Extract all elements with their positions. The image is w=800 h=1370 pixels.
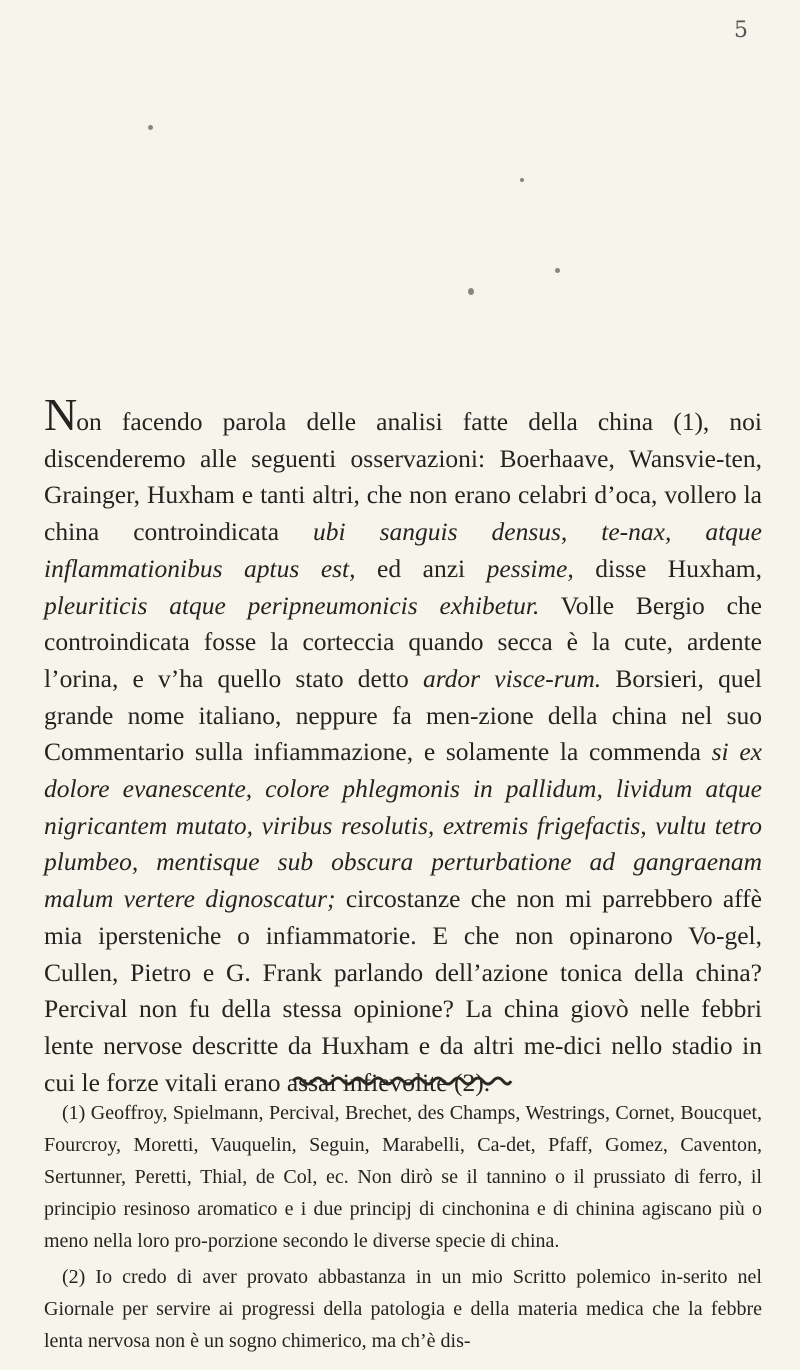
drop-cap: N <box>44 389 77 440</box>
text-run: ed anzi <box>355 553 487 583</box>
ink-speck <box>555 268 560 273</box>
latin-quote: si ex dolore evanescente, colore phlegmonis in pallidum, lividum atque nigricantem mutato, viribus resolutis, extremis frigefactis, vultu tetro plumbeo, mentisque sub obscura perturbatione ad gangraenam malum vertere dignoscatur; <box>44 737 762 914</box>
ink-speck <box>520 178 524 182</box>
page-number: 5 <box>734 18 748 43</box>
text-run: Borsieri, quel grande nome italiano, neppure fa men-zione della china nel suo Commentario sulla infiammazione, e solamente la commenda <box>44 663 762 767</box>
ink-speck <box>468 288 474 295</box>
footnotes <box>44 1097 762 1357</box>
ink-speck <box>148 125 153 130</box>
latin-quote: ardor visce-rum. <box>422 663 602 693</box>
footnote-1: (1) Geoffroy, Spielmann, Percival, Brechet, des Champs, Westrings, Cornet, Boucquet, Fourcroy, Moretti, Vauquelin, Seguin, Marabelli, Ca-det, Pfaff, Gomez, Caventon, Sertunner, Peretti, Thial, de Col, ec. Non dirò se il tannino o il prussiato di ferro, il principio resinoso aromatico e i due principj di cinchonina e di chinina agiscano più o meno nella loro pro-porzione secondo le diverse specie di china. <box>44 1102 762 1252</box>
text-run: on facendo parola delle analisi fatte della china (1), noi discenderemo alle seguenti osservazioni: Boerhaave, Wansvie-ten, Grainger, Huxham e tanti altri, che non erano celabri d’oca, vollero la china controindicata <box>44 407 762 547</box>
latin-quote: pessime, <box>486 553 574 583</box>
text-run: Volle Bergio che controindicata fosse la corteccia quando secca è la cute, ardente l’orina, e v’ha quello stato detto <box>44 590 762 693</box>
footnote-2: (2) Io credo di aver provato abbastanza in un mio Scritto polemico in-serito nel Giornale per servire ai progressi della patologia e della materia medica che la febbre lenta nervosa non è un sogno chimerico, ma ch’è dis- <box>44 1266 762 1352</box>
ornamental-separator <box>291 1075 513 1087</box>
text-run: disse Huxham, <box>573 553 762 583</box>
latin-quote: ubi sanguis densus, te-nax, atque inflammationibus aptus est, <box>44 517 762 583</box>
latin-quote: pleuriticis atque peripneumonicis exhibetur. <box>44 590 540 620</box>
text-run: circostanze che non mi parrebbero affè mia ipersteniche o infiammatorie. E che non opinarono Vo-gel, Cullen, Pietro e G. Frank parlando dell’azione tonica della china? Percival non fu della stessa opinione? La china giovò nelle febbri lente nervose descritte da Huxham e da altri me-dici nello stadio in cui le forze vitali erano assai infievolite (2). <box>44 884 762 1097</box>
main-text <box>44 389 762 1101</box>
